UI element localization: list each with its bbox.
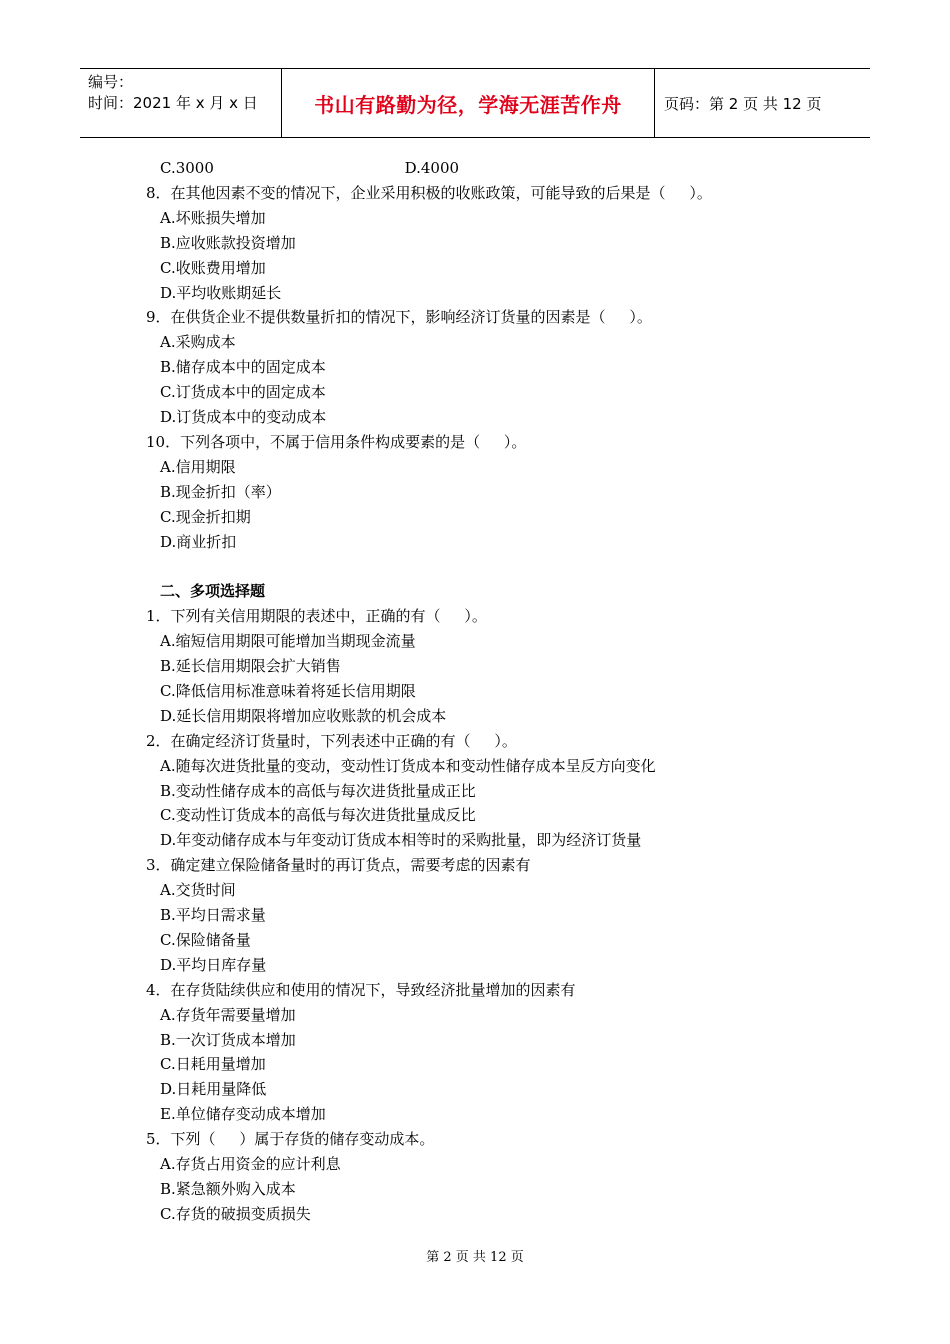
option-text: B.平均日需求量 — [160, 906, 266, 924]
option-text: A.坏账损失增加 — [160, 208, 266, 227]
option-text: C.存货的破损变质损失 — [160, 1204, 311, 1223]
option-text: B.紧急额外购入成本 — [160, 1179, 296, 1198]
question-text: 1．下列有关信用期限的表述中，正确的有（ ）。 — [146, 607, 487, 626]
header-meta — [80, 69, 282, 137]
option-text: A.存货占用资金的应计利息 — [160, 1155, 341, 1173]
option-text: D.平均日库存量 — [160, 955, 267, 974]
question-text: 10．下列各项中，不属于信用条件构成要素的是（ ）。 — [146, 432, 527, 451]
section-heading: 二、多项选择题 — [160, 582, 266, 601]
option-text: B.一次订货成本增加 — [160, 1030, 296, 1049]
option-text: A.随每次进货批量的变动，变动性订货成本和变动性储存成本呈反方向变化 — [160, 756, 656, 775]
question-text: 4．在存货陆续供应和使用的情况下，导致经济批量增加的因素有 — [146, 980, 576, 999]
option-text: D.订货成本中的变动成本 — [160, 408, 327, 426]
option-text: B.应收账款投资增加 — [160, 233, 296, 252]
header-motto: 书山有路勤为径，学海无涯苦作舟 — [282, 69, 655, 137]
question-text: 3．确定建立保险储备量时的再订货点，需要考虑的因素有 — [146, 856, 531, 875]
option-text: E.单位储存变动成本增加 — [160, 1105, 326, 1124]
question-text: 9．在供货企业不提供数量折扣的情况下，影响经济订货量的因素是（ ）。 — [146, 308, 652, 327]
option-text: A.缩短信用期限可能增加当期现金流量 — [160, 632, 416, 651]
question-text: 8．在其他因素不变的情况下，企业采用积极的收账政策，可能导致的后果是（ ）。 — [146, 183, 712, 202]
page-footer: 第 2 页 共 12 页 — [426, 1250, 524, 1265]
option-text: B.变动性储存成本的高低与每次进货批量成正比 — [160, 781, 476, 800]
page-header — [80, 68, 870, 138]
option-text: D.平均收账期延长 — [160, 283, 282, 302]
option-text: D.日耗用量降低 — [160, 1080, 267, 1099]
option-text: D.年变动储存成本与年变动订货成本相等时的采购批量，即为经济订货量 — [160, 831, 642, 850]
option-text: C.变动性订货成本的高低与每次进货批量成反比 — [160, 806, 476, 825]
option-text: C.日耗用量增加 — [160, 1055, 266, 1074]
option-text: C.降低信用标准意味着将延长信用期限 — [160, 681, 416, 700]
question-text: 2．在确定经济订货量时，下列表述中正确的有（ ）。 — [146, 731, 517, 750]
option-text: C.保险储备量 — [160, 930, 251, 949]
doc-time-label: 时间：2021 年 x 月 x 日 — [88, 94, 258, 112]
header-page-info: 页码：第 2 页 共 12 页 — [664, 94, 822, 113]
option-text: C.现金折扣期 — [160, 507, 251, 526]
option-text: C.3000 D.4000 — [160, 159, 460, 177]
option-text: C.订货成本中的固定成本 — [160, 383, 326, 402]
option-text: A.存货年需要量增加 — [160, 1005, 296, 1024]
question-text: 5．下列（ ）属于存货的储存变动成本。 — [146, 1130, 435, 1149]
option-text: D.商业折扣 — [160, 532, 237, 551]
option-text: C.收账费用增加 — [160, 258, 266, 277]
option-text: A.采购成本 — [160, 333, 236, 352]
option-text: A.信用期限 — [160, 457, 236, 476]
option-text: B.储存成本中的固定成本 — [160, 358, 326, 377]
doc-number-label: 编号： — [88, 73, 134, 91]
option-text: B.现金折扣（率） — [160, 482, 281, 501]
option-text: B.延长信用期限会扩大销售 — [160, 657, 341, 675]
option-text: A.交货时间 — [160, 881, 236, 900]
option-text: D.延长信用期限将增加应收账款的机会成本 — [160, 706, 447, 725]
